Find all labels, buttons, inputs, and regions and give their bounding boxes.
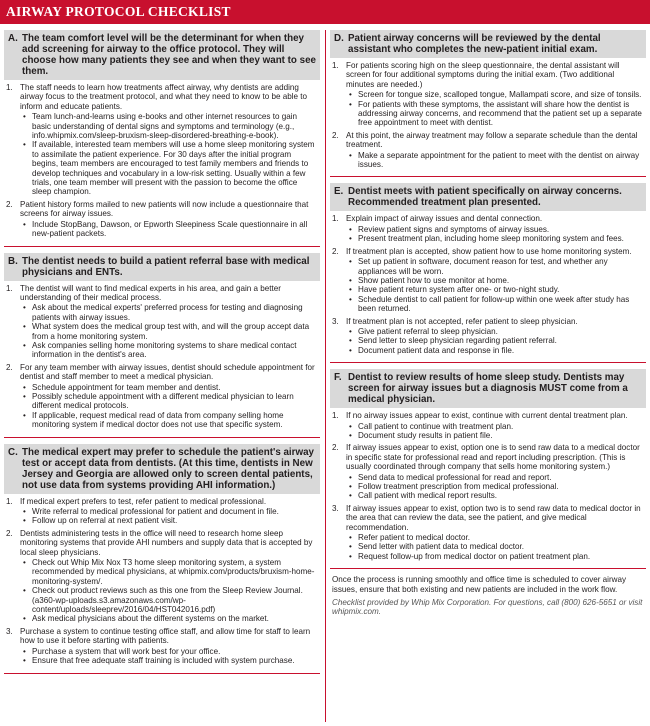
section-heading (330, 183, 646, 211)
section-f (330, 369, 646, 569)
bullet-list (346, 473, 644, 501)
bullet-item: • Give patient referral to sleep physician. (346, 327, 644, 336)
bullet-item: • Document patient data and response in file. (346, 346, 644, 355)
bullet-item: • Send letter to sleep physician regarding patient referral. (346, 336, 644, 345)
item-number: 2. (6, 528, 13, 538)
section-a (4, 30, 320, 247)
bullet-item: • Review patient signs and symptoms of airway issues. (346, 225, 644, 234)
section-items (330, 408, 646, 561)
checklist-item (330, 214, 646, 243)
item-body (346, 317, 644, 356)
column-divider (325, 30, 326, 722)
section-letter: D. (334, 33, 344, 44)
item-body (20, 627, 318, 666)
section-heading-text: Dentist meets with patient specifically on airway concerns. Recommended treatment plan presented. (348, 186, 622, 209)
bullet-list (346, 257, 644, 313)
bullet-item: • Request follow-up from medical doctor on patient treatment plan. (346, 552, 644, 561)
item-text: If no airway issues appear to exist, continue with current dental treatment plan. (346, 411, 628, 421)
item-text: Patient history forms mailed to new patients will now include a questionnaire that screens for airway issues. (20, 199, 309, 219)
item-text: If medical expert prefers to test, refer patient to medical professional. (20, 496, 267, 506)
bullet-item: • Ask medical physicians about the different systems on the market. (20, 614, 318, 623)
bullet-item: • Team lunch-and-learns using e-books and other internet resources to gain basic understanding of dental signs and symptoms and terminology (e.g., info.whipmix.com/sleep-bruxism-sleep-disordered-breathing-e-book). (20, 112, 318, 140)
bullet-item: • Present treatment plan, including home sleep monitoring system and fees. (346, 234, 644, 243)
bullet-item: • Follow up on referral at next patient visit. (20, 516, 318, 525)
item-number: 1. (6, 283, 13, 293)
section-items (4, 494, 320, 666)
checklist-item (4, 83, 320, 197)
bullet-item: • Refer patient to medical doctor. (346, 533, 644, 542)
section-heading-text: Patient airway concerns will be reviewed by the dental assistant who completes the new-patient initial exam. (348, 33, 601, 55)
bullet-list (346, 90, 644, 128)
bullet-item: • Screen for tongue size, scalloped tongue, Mallampati score, and size of tonsils. (346, 90, 644, 99)
bullet-list (346, 151, 644, 170)
section-heading (4, 444, 320, 494)
bullet-list (346, 225, 644, 244)
checklist-item (330, 131, 646, 170)
right-column (330, 30, 646, 617)
item-body (20, 497, 318, 526)
section-heading-text: The dentist needs to build a patient referral base with medical physicians and ENTs. (22, 255, 310, 278)
item-number: 3. (332, 316, 339, 326)
bullet-item: • If applicable, request medical read of data from company selling home monitoring system if medical doctor does not use that specific system. (20, 411, 318, 430)
checklist-item (330, 61, 646, 128)
item-body (20, 363, 318, 430)
bullet-list (346, 327, 644, 355)
item-text: At this point, the airway treatment may follow a separate schedule than the dental treatment. (346, 130, 638, 150)
bullet-item: • Purchase a system that will work best for your office. (20, 647, 318, 656)
section-heading-text: The medical expert may prefer to schedule the patient's airway test or accept data from dentists. (At this time, dentists in New Jersey and Georgia are allowed only to screen dental patients, not use data from systems providing AHI information.) (22, 446, 314, 491)
bullet-item: • Send data to medical professional for read and report. (346, 473, 644, 482)
bullet-list (346, 533, 644, 561)
bullet-item: • Set up patient in software, document reason for test, and whether any appliances will be worn. (346, 257, 644, 276)
item-text: For patients scoring high on the sleep questionnaire, the dental assistant will screen for four additional symptoms during the initial exam. (Two additional minutes are needed.) (346, 61, 620, 89)
item-number: 2. (332, 443, 339, 453)
bullet-item: • Make a separate appointment for the patient to meet with the dentist on airway issues. (346, 151, 644, 170)
item-text: If treatment plan is not accepted, refer patient to sleep physician. (346, 316, 578, 326)
item-body (20, 83, 318, 197)
item-text: For any team member with airway issues, dentist should schedule appointment for dentist and staff member to meet a medical physician. (20, 362, 315, 382)
section-heading (4, 253, 320, 281)
bullet-item: • For patients with these symptoms, the assistant will share how the dentist is addressing airway concerns, and recommend that the patient set up a separate free appointment to meet with dentist. (346, 100, 644, 128)
item-text: The dentist will want to find medical experts in his area, and gain a better understanding of their medical process. (20, 283, 281, 302)
bullet-item: • Ask about the medical experts' preferred process for testing and diagnosing patients with airway issues. (20, 303, 318, 322)
item-number: 1. (332, 411, 339, 421)
section-heading (330, 30, 646, 58)
item-number: 3. (6, 626, 13, 636)
bullet-item: • Ensure that free adequate staff training is included with system purchase. (20, 656, 318, 665)
item-body (346, 504, 644, 561)
checklist-item (330, 443, 646, 500)
bullet-item: • Follow treatment prescription from medical professional. (346, 482, 644, 491)
item-number: 1. (332, 214, 339, 224)
item-text: The staff needs to learn how treatments affect airway, why dentists are adding airway focus to the treatment protocol, and what they need to know to be able to inform and educate patients. (20, 83, 308, 111)
section-b (4, 253, 320, 438)
item-body (346, 247, 644, 314)
bullet-item: • Call patient with medical report results. (346, 491, 644, 500)
item-number: 2. (6, 199, 13, 209)
title-banner (0, 0, 650, 24)
item-text: If treatment plan is accepted, show patient how to use home monitoring system. (346, 246, 632, 256)
checklist-item (4, 627, 320, 666)
item-text: If airway issues appear to exist, option two is to send raw data to medical doctor in the area that can review the data, see the patient, and give medical recommendation. (346, 503, 641, 532)
bullet-item: • Send letter with patient data to medical doctor. (346, 542, 644, 551)
right-sections (330, 30, 646, 569)
section-heading-text: The team comfort level will be the determinant for when they add screening for airway to the office protocol. They will choose how many patients they see and when they want to see them. (22, 33, 316, 77)
checklist-item (4, 529, 320, 624)
item-number: 1. (6, 83, 13, 92)
page-title: AIRWAY PROTOCOL CHECKLIST (6, 4, 231, 19)
section-heading (330, 369, 646, 408)
section-letter: C. (8, 446, 18, 458)
checklist-item (330, 317, 646, 356)
bullet-item: • Document study results in patient file. (346, 431, 644, 440)
bullet-list (346, 422, 644, 441)
section-items (330, 58, 646, 169)
closing-note: Once the process is running smoothly and office time is scheduled to cover airway issues, ensure that both existing and new patients are included in the work flow. (332, 575, 627, 594)
bullet-item: • Schedule appointment for team member and dentist. (20, 383, 318, 392)
credit-line: Checklist provided by Whip Mix Corporation. For questions, call (800) 626-5651 or visit whipmix.com. (332, 598, 643, 617)
item-body (346, 214, 644, 243)
bullet-item: • Include StopBang, Dawson, or Epworth Sleepiness Scale questionnaire in all new-patient packets. (20, 220, 318, 239)
section-letter: E. (334, 186, 344, 198)
bullet-item: • Check out Whip Mix Nox T3 home sleep monitoring system, a system recommended by medical physicians, at whipmix.com/products/bruxism-home-monitoring-system/. (20, 558, 318, 586)
item-text: Dentists administering tests in the office will need to research home sleep monitoring systems that provide AHI numbers and supply data that is accepted by local sleep physicians. (20, 528, 313, 557)
item-body (346, 411, 644, 440)
bullet-list (20, 220, 318, 239)
item-body (20, 529, 318, 624)
item-body (346, 131, 644, 170)
section-c (4, 444, 320, 674)
item-body (346, 61, 644, 128)
section-e (330, 183, 646, 363)
item-body (346, 443, 644, 500)
section-items (4, 281, 320, 430)
checklist-item (330, 504, 646, 561)
checklist-item (4, 284, 320, 360)
bullet-list (20, 383, 318, 430)
item-text: Purchase a system to continue testing office staff, and allow time for staff to learn how to use it before starting with patients. (20, 626, 311, 646)
item-number: 1. (332, 61, 339, 70)
section-d (330, 30, 646, 177)
bullet-item: • Have patient return system after one- or two-night study. (346, 285, 644, 294)
bullet-list (20, 303, 318, 359)
bullet-item: • What system does the medical group test with, and will the group accept data from a home monitoring system. (20, 322, 318, 341)
section-letter: B. (8, 255, 18, 267)
bullet-item: • Schedule dentist to call patient for follow-up within one week after study has been returned. (346, 295, 644, 314)
item-number: 2. (6, 362, 13, 372)
bullet-item: • Check out product reviews such as this one from the Sleep Review Journal. (a360-wp-uploads.s3.amazonaws.com/wp-content/uploads/sleeprev/2016/04/HST042016.pdf) (20, 586, 318, 614)
section-heading-text: Dentist to review results of home sleep study. Dentists may screen for airway issues but a diagnosis MUST come from a medical physician. (348, 372, 628, 406)
section-items (4, 80, 320, 239)
checklist-item (4, 497, 320, 526)
item-number: 3. (332, 503, 339, 513)
bullet-list (20, 558, 318, 624)
item-number: 2. (332, 246, 339, 256)
section-heading (4, 30, 320, 80)
bullet-list (20, 647, 318, 666)
bullet-list (20, 507, 318, 526)
bullet-item: • Call patient to continue with treatment plan. (346, 422, 644, 431)
section-letter: F. (334, 372, 342, 384)
left-column (4, 30, 320, 680)
item-number: 2. (332, 130, 339, 140)
checklist-item (4, 200, 320, 239)
bullet-item: • Show patient how to use monitor at home. (346, 276, 644, 285)
item-text: Explain impact of airway issues and dental connection. (346, 214, 543, 224)
bullet-item: • Write referral to medical professional for patient and document in file. (20, 507, 318, 516)
bullet-list (20, 112, 318, 197)
item-number: 1. (6, 496, 13, 506)
checklist-item (330, 411, 646, 440)
checklist-item (4, 363, 320, 430)
bullet-item: • Ask companies selling home monitoring systems to share medical contact information in the dentist's area. (20, 341, 318, 360)
item-body (20, 200, 318, 239)
item-text: If airway issues appear to exist, option one is to send raw data to a medical doctor in specific state for professional read and report including prescription. (This is usually coordinated through company that sells home monitoring system.) (346, 443, 640, 472)
section-letter: A. (8, 33, 18, 44)
checklist-item (330, 247, 646, 314)
bullet-item: • If available, interested team members will use a home sleep monitoring system to assimilate the patient experience. For 30 days after the initial program begins, team members are encouraged to test family members and friends to develop techniques and vocabulary in a low-risk setting. Usually within a few trials, one team member will present with the passion to become the office sleep champion. (20, 140, 318, 196)
section-items (330, 211, 646, 355)
bullet-item: • Possibly schedule appointment with a different medical physician to learn different medical protocols. (20, 392, 318, 411)
item-body (20, 284, 318, 360)
